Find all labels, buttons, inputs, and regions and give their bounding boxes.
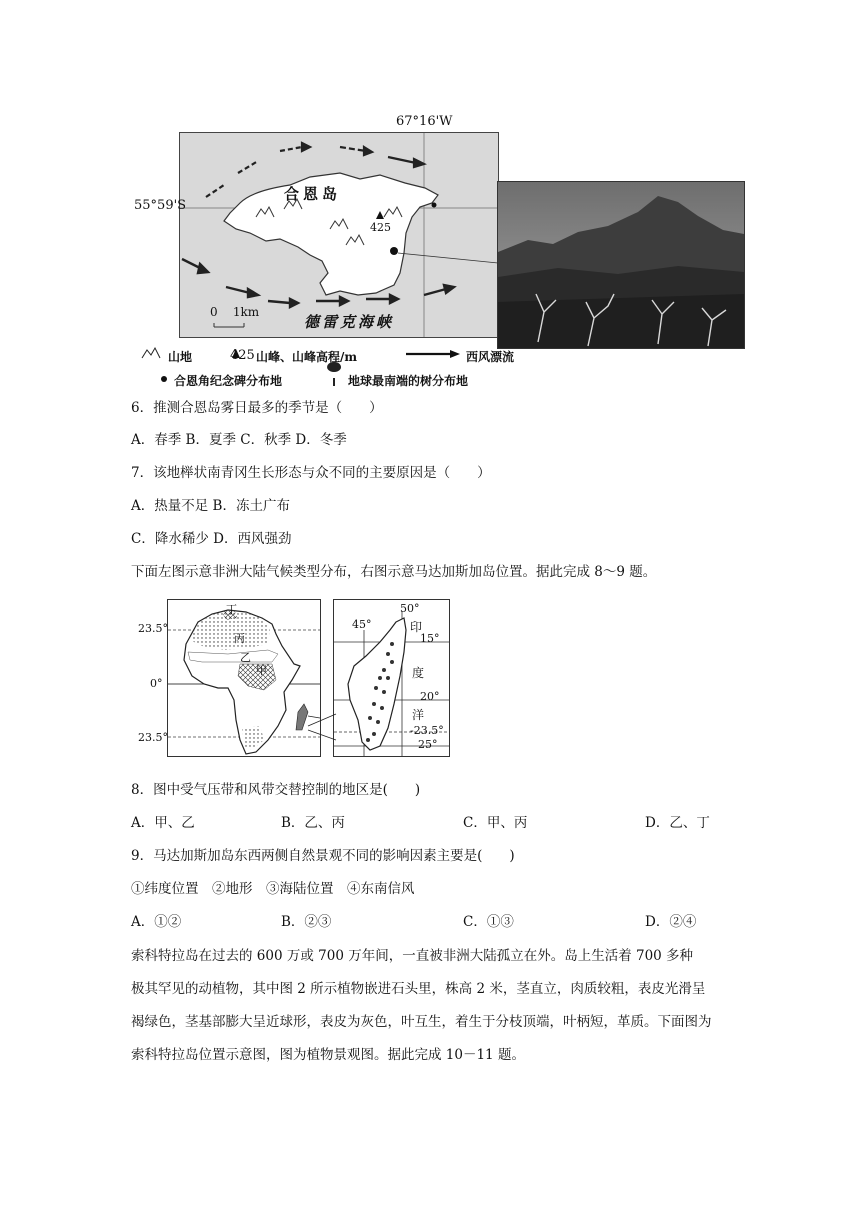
- lon-50-label: 50°: [400, 602, 420, 615]
- monument-dot-small: [432, 203, 437, 208]
- ocean-label-2: 度: [412, 666, 425, 680]
- strait-name: 德雷克海峡: [304, 313, 395, 331]
- passage-line-1: 索科特拉岛在过去的 600 万或 700 万年间，一直被非洲大陆孤立在外。岛上生活着 700 多种: [131, 948, 694, 964]
- q9-factors: ①纬度位置 ②地形 ③海陆位置 ④东南信风: [131, 881, 415, 897]
- q7-stem: 7．该地榉状南青冈生长形态与众不同的主要原因是（ ）: [131, 465, 491, 481]
- legend-monument: 合恩角纪念碑分布地: [174, 374, 283, 388]
- lat-15-label: 15°: [420, 632, 440, 645]
- q8-stem: 8．图中受气压带和风带交替控制的地区是( ): [131, 782, 421, 798]
- monument-legend-icon: [161, 376, 167, 382]
- legend-mountain: 山地: [168, 350, 193, 364]
- q8-option-c: C．甲、丙: [463, 815, 528, 831]
- legend-tree: 地球最南端的树分布地: [348, 374, 469, 388]
- legend-peak: 山峰、山峰高程/m: [256, 350, 358, 364]
- q9-option-c: C．①③: [463, 914, 514, 930]
- africa-svg: [168, 600, 320, 756]
- ocean-label-3: 洋: [412, 708, 425, 722]
- map-connector: [306, 712, 346, 742]
- q9-option-a: A．①②: [131, 914, 182, 930]
- intro-8-9: 下面左图示意非洲大陆气候类型分布，右图示意马达加斯加岛位置。据此完成 8～9 题。: [131, 564, 657, 580]
- lat-south-label: 23.5°: [138, 731, 168, 744]
- lat-north-label: 23.5°: [138, 622, 168, 635]
- q9-option-d: D．②④: [645, 914, 697, 930]
- lat-equator-label: 0°: [150, 677, 163, 690]
- figure1-map: [179, 132, 499, 338]
- passage-line-4: 索科特拉岛位置示意图，图为植物景观图。据此完成 10－11 题。: [131, 1047, 525, 1063]
- africa-map: [167, 599, 321, 757]
- q9-option-b: B．②③: [281, 914, 332, 930]
- mountain-legend-icon: [142, 348, 160, 358]
- q7-options-line1: A．热量不足 B．冻土广布: [131, 498, 290, 514]
- latitude-label: 55°59'S: [134, 198, 187, 213]
- legend-westerly: 西风漂流: [466, 350, 515, 364]
- lon-45-label: 45°: [352, 618, 372, 631]
- label-yi: 乙: [240, 651, 251, 664]
- legend-peak-value: 425: [230, 348, 255, 363]
- lat-20-label: 20°: [420, 690, 440, 703]
- madagascar-island: [348, 618, 406, 750]
- scale-label: 0 1km: [210, 305, 260, 319]
- ocean-label-1: 印: [410, 620, 423, 634]
- longitude-label: 67°16'W: [396, 114, 453, 129]
- passage-line-2: 极其罕见的动植物，其中图 2 所示植物嵌进石头里，株高 2 米，茎直立，肉质较粗，表皮光滑呈: [131, 981, 706, 997]
- label-ding: 丁: [226, 603, 237, 616]
- landscape-photo: [497, 181, 745, 349]
- monument-dot: [390, 247, 398, 255]
- label-bing: 丙: [234, 632, 245, 645]
- q8-option-b: B．乙、丙: [281, 815, 345, 831]
- callout-line: [398, 253, 498, 263]
- q6-options: A．春季 B．夏季 C．秋季 D．冬季: [131, 432, 347, 448]
- photo-svg: [498, 182, 744, 348]
- q9-stem: 9．马达加斯加岛东西两侧自然景观不同的影响因素主要是( ): [131, 848, 515, 864]
- q8-option-a: A．甲、乙: [131, 815, 195, 831]
- island-name: 合恩岛: [284, 185, 342, 203]
- label-jia: 甲: [256, 664, 267, 677]
- passage-line-3: 褐绿色，茎基部膨大呈近球形，表皮为灰色，叶互生，着生于分枝顶端，叶柄短，革质。下面图为: [131, 1014, 712, 1030]
- q6-stem: 6．推测合恩岛雾日最多的季节是（ ）: [131, 400, 383, 416]
- lat-25-label: 25°: [418, 738, 438, 751]
- q8-option-d: D．乙、丁: [645, 815, 710, 831]
- peak-height-label: 425: [370, 221, 391, 234]
- q7-options-line2: C．降水稀少 D．西风强劲: [131, 531, 292, 547]
- lat-235-label: -23.5°: [410, 724, 444, 737]
- westerly-arrows-bottom: [182, 259, 454, 307]
- madagascar-map: [333, 599, 450, 757]
